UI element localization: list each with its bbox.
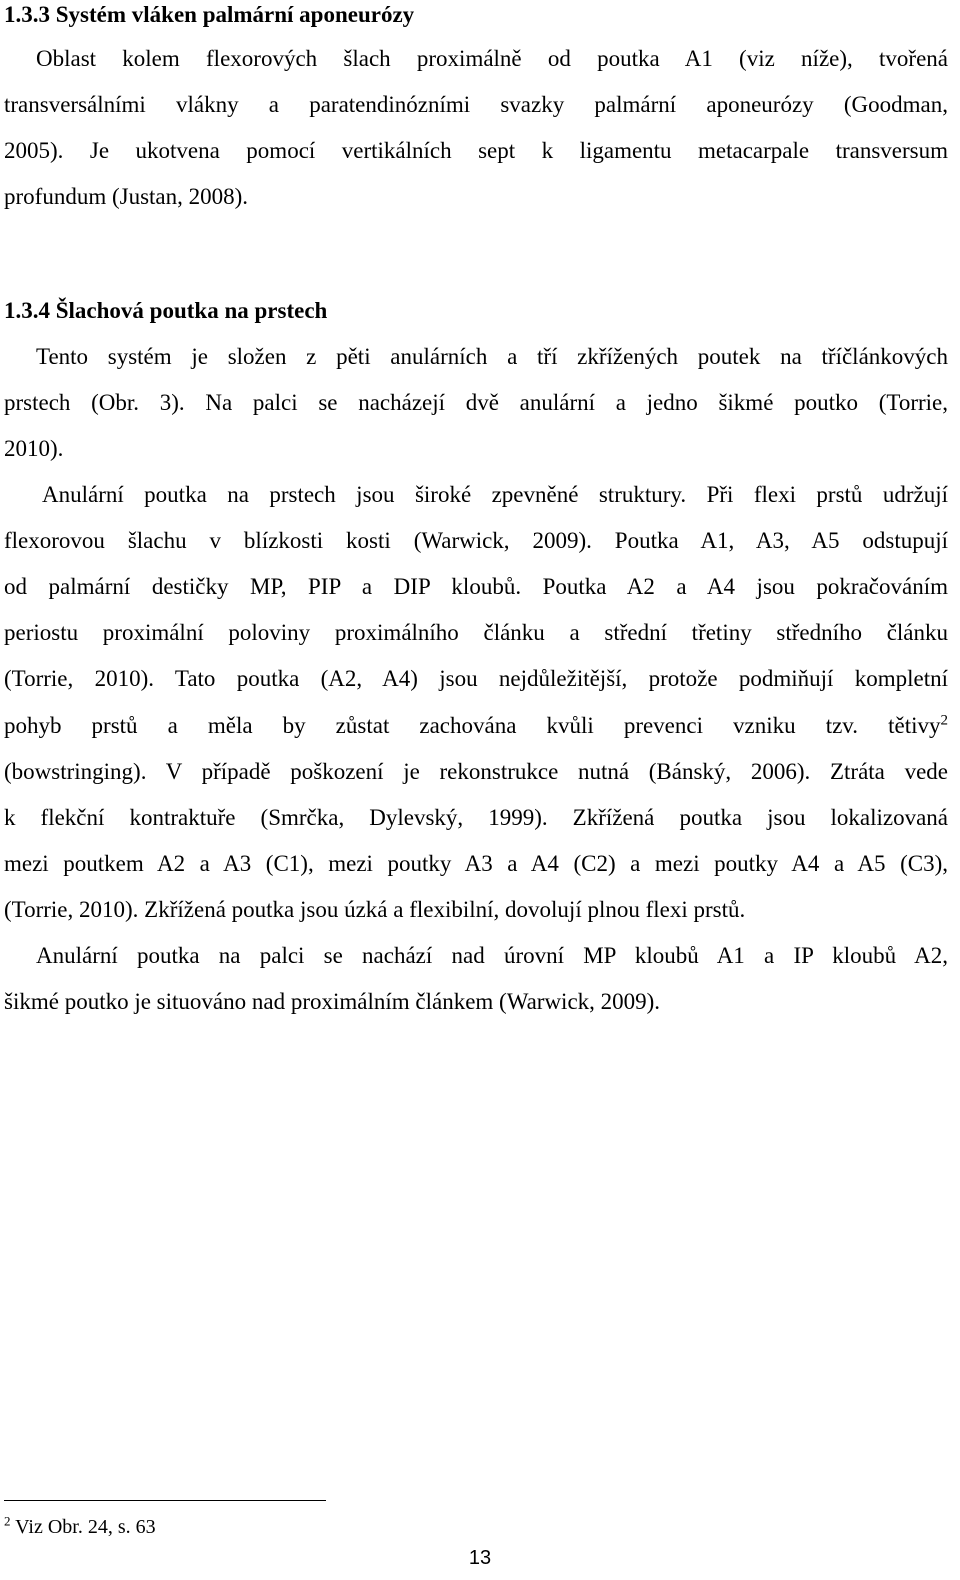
paragraph-line: prstech (Obr. 3). Na palci se nacházejí dvě anulární a jedno šikmé poutko (Torrie,: [4, 390, 948, 415]
paragraph-line-with-footnote: [4, 711, 948, 741]
paragraph-line: profundum (Justan, 2008).: [4, 184, 249, 209]
paragraph-line-text: pohyb prstů a měla by zůstat zachována kvůli prevenci vzniku tzv. tětivy: [4, 713, 941, 738]
paragraph-line: mezi poutkem A2 a A3 (C1), mezi poutky A3 a A4 (C2) a mezi poutky A4 a A5 (C3),: [4, 851, 948, 876]
paragraph-line: flexorovou šlachu v blízkosti kosti (Warwick, 2009). Poutka A1, A3, A5 odstupují: [4, 528, 948, 553]
section-heading-1-3-4: 1.3.4 Šlachová poutka na prstech: [4, 298, 328, 323]
paragraph-line: od palmární destičky MP, PIP a DIP kloubů. Poutka A2 a A4 jsou pokračováním: [4, 574, 948, 599]
paragraph-line: k flekční kontraktuře (Smrčka, Dylevský, 1999). Zkřížená poutka jsou lokalizovaná: [4, 805, 948, 830]
paragraph-line: Anulární poutka na palci se nachází nad úrovní MP kloubů A1 a IP kloubů A2,: [36, 943, 948, 968]
paragraph-line: 2010).: [4, 436, 64, 461]
paragraph-line: (Torrie, 2010). Tato poutka (A2, A4) jsou nejdůležitější, protože podmiňují kompletní: [4, 666, 948, 691]
paragraph-line: 2005). Je ukotvena pomocí vertikálních sept k ligamentu metacarpale transversum: [4, 138, 948, 163]
footnote-text: Viz Obr. 24, s. 63: [10, 1516, 156, 1538]
footnote: [4, 1514, 156, 1540]
paragraph-line: (bowstringing). V případě poškození je rekonstrukce nutná (Bánský, 2006). Ztráta vede: [4, 759, 948, 784]
paragraph-line: periostu proximální poloviny proximálního článku a střední třetiny středního článku: [4, 620, 948, 645]
footnote-reference: 2: [940, 712, 948, 729]
paragraph-line: Anulární poutka na prstech jsou široké zpevněné struktury. Při flexi prstů udržují: [42, 482, 948, 507]
paragraph-line: transversálními vlákny a paratendinózními svazky palmární aponeurózy (Goodman,: [4, 92, 948, 117]
paragraph-line: šikmé poutko je situováno nad proximálním článkem (Warwick, 2009).: [4, 989, 661, 1014]
paragraph-line: (Torrie, 2010). Zkřížená poutka jsou úzká a flexibilní, dovolují plnou flexi prstů.: [4, 897, 746, 922]
footnote-separator: [4, 1500, 326, 1501]
paragraph-line: Tento systém je složen z pěti anulárních a tří zkřížených poutek na tříčlánkových: [36, 344, 948, 369]
paragraph-line: Oblast kolem flexorových šlach proximálně od poutka A1 (viz níže), tvořená: [36, 46, 948, 71]
page-number: 13: [468, 1547, 492, 1569]
footnote-marker: 2: [4, 1513, 11, 1529]
section-heading-1-3-3: 1.3.3 Systém vláken palmární aponeurózy: [4, 2, 415, 27]
